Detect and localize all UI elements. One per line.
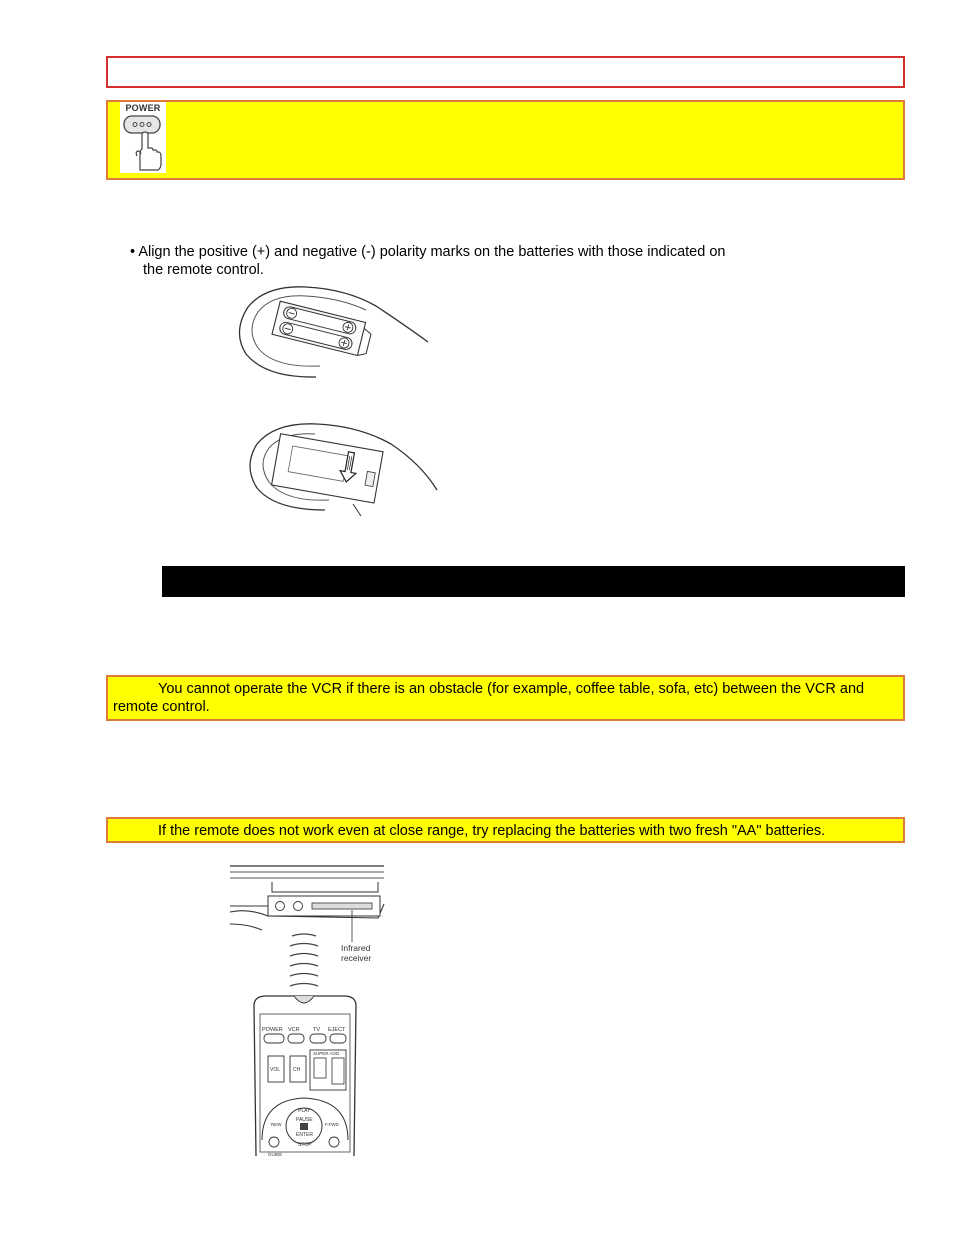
battery-instruction	[130, 243, 830, 279]
battery-instruction-line1: Align the positive (+) and negative (-) polarity marks on the batteries with those indicated on	[138, 244, 726, 260]
obstacle-note-text: You cannot operate the VCR if there is an obstacle (for example, coffee table, sofa, etc) between the VCR and remote control.	[113, 681, 865, 715]
remote-battery-cover-illustration	[245, 418, 445, 518]
remote-power-label: POWER	[262, 1027, 283, 1033]
remote-super-label: SUPER AOD	[313, 1051, 340, 1056]
remote-guide-label: GUIDE	[268, 1152, 283, 1157]
power-tip-note	[106, 100, 905, 180]
remote-rew-label: REW	[271, 1122, 282, 1127]
section-header-box	[106, 56, 905, 88]
remote-tv-label: TV	[313, 1027, 321, 1033]
obstacle-note	[106, 675, 905, 721]
power-label: POWER	[125, 103, 161, 113]
remote-battery-compartment-illustration	[236, 282, 436, 382]
remote-enter-label: ENTER	[296, 1132, 313, 1138]
receiver-label-line1: Infrared	[341, 943, 371, 953]
receiver-label-line2: receiver	[341, 953, 372, 963]
remote-pause-label: PAUSE	[296, 1117, 313, 1123]
remote-ff-label: F.FWD	[325, 1122, 339, 1127]
battery-instruction-line2: the remote control.	[143, 262, 264, 278]
remote-stop-label: STOP	[298, 1142, 312, 1148]
infrared-receiver-illustration	[228, 860, 388, 1160]
bullet-mark: •	[130, 244, 136, 260]
infrared-wave-icon	[290, 934, 318, 986]
remote-vol-label: VOL	[270, 1067, 281, 1073]
battery-note-text: If the remote does not work even at close range, try replacing the batteries with two fresh "AA" batteries.	[158, 823, 826, 839]
remote-ch-label: CH	[293, 1067, 301, 1073]
battery-replacement-note	[106, 817, 905, 843]
remote-play-label: PLAY	[298, 1108, 311, 1114]
remote-eject-label: EJECT	[328, 1027, 346, 1033]
remote-vcr-label: VCR	[288, 1027, 300, 1033]
power-button-press-icon	[120, 102, 166, 173]
section-heading-bar	[162, 566, 905, 597]
